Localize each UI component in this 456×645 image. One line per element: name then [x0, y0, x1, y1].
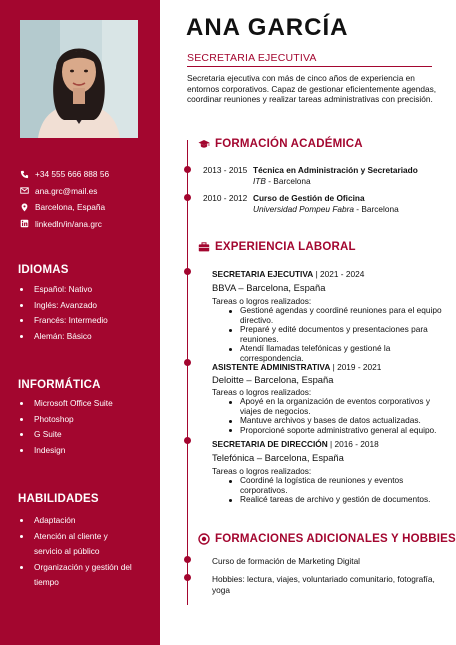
timeline-line: [187, 140, 188, 605]
education-years: 2013 - 2015: [203, 165, 248, 175]
contact-location: [18, 199, 158, 215]
contact-linkedin-text[interactable]: linkedln/in/ana.grc: [35, 218, 102, 229]
list-item: Adaptación: [18, 513, 136, 529]
list-item: Coordiné la logística de reuniones y eventos corporativos.: [239, 476, 452, 495]
job-role: SECRETARIA EJECUTIVA: [187, 52, 317, 64]
sidebar: [0, 0, 160, 645]
list-item: Realicé tareas de archivo y gestión de documentos.: [239, 495, 452, 505]
job-title: SECRETARIA EJECUTIVA: [212, 269, 314, 279]
job-company: Deloitte – Barcelona, España: [212, 374, 334, 385]
list-item: Francés: Intermedio: [18, 313, 158, 329]
job-company: BBVA – Barcelona, España: [212, 282, 326, 293]
list-item: Indesign: [18, 443, 158, 459]
education-city: - Barcelona: [265, 175, 311, 186]
tasks-list: [212, 306, 452, 364]
tasks-list: [212, 476, 452, 505]
job-entry: [212, 439, 452, 505]
list-item: Organización y gestión del tiempo: [18, 560, 136, 591]
additional-heading-text: FORMACIONES ADICIONALES Y HOBBIES: [215, 533, 456, 545]
list-item: Inglés: Avanzado: [18, 298, 158, 314]
list-item: Microsoft Office Suite: [18, 396, 158, 412]
page-title: ANA GARCÍA: [186, 14, 349, 41]
tasks-label: Tareas o logros realizados:: [212, 387, 312, 397]
timeline-dot: [184, 194, 191, 201]
timeline-dot: [184, 437, 191, 444]
skills-heading: HABILIDADES: [18, 493, 99, 505]
timeline-dot: [184, 166, 191, 173]
target-icon: [198, 533, 210, 545]
contact-phone: [18, 166, 158, 182]
job-title: SECRETARIA DE DIRECCIÓN: [212, 439, 328, 449]
experience-heading: [198, 241, 356, 253]
languages-heading: IDIOMAS: [18, 264, 69, 276]
timeline-dot: [184, 574, 191, 581]
job-title: ASISTENTE ADMINISTRATIVA: [212, 362, 331, 372]
profile-photo-illustration: [20, 20, 138, 138]
list-item: Proporcioné soporte administrativo general al equipo.: [239, 426, 452, 436]
profile-photo: [20, 20, 138, 138]
job-years: | 2016 - 2018: [327, 439, 379, 449]
list-item: Mantuve archivos y bases de datos actualizadas.: [239, 416, 452, 426]
contact-email: [18, 183, 158, 199]
tasks-label: Tareas o logros realizados:: [212, 296, 312, 306]
list-item: Atención al cliente y servicio al público: [18, 529, 136, 560]
skills-list: [18, 513, 136, 591]
email-icon: [18, 186, 30, 196]
contact-info: [18, 166, 158, 232]
phone-icon: [18, 169, 30, 179]
tasks-list: [212, 397, 452, 435]
job-entry: [212, 362, 452, 435]
list-item: Gestioné agendas y coordiné reuniones para el equipo directivo.: [239, 306, 452, 325]
list-item: Preparé y edité documentos y presentaciones para reuniones.: [239, 325, 452, 344]
computing-list: [18, 396, 158, 458]
additional-heading: [198, 533, 456, 545]
job-entry: [212, 269, 452, 364]
tasks-label: Tareas o logros realizados:: [212, 466, 312, 476]
list-item: G Suite: [18, 427, 158, 443]
graduation-cap-icon: [198, 138, 210, 150]
linkedin-icon: [18, 219, 30, 229]
contact-linkedin[interactable]: [18, 216, 158, 232]
education-institution: ITB: [253, 175, 266, 186]
contact-location-text: Barcelona, España: [35, 202, 106, 212]
briefcase-icon: [198, 241, 210, 253]
timeline-dot: [184, 359, 191, 366]
education-institution: Universidad Pompeu Fabra: [253, 203, 354, 214]
timeline-dot: [184, 556, 191, 563]
role-divider: [187, 66, 432, 67]
list-item: Español: Nativo: [18, 282, 158, 298]
education-heading-text: FORMACIÓN ACADÉMICA: [215, 138, 363, 150]
education-city: - Barcelona: [354, 203, 399, 214]
list-item: Apoyé en la organización de eventos corporativos y viajes de negocios.: [239, 397, 452, 416]
list-item: Photoshop: [18, 412, 158, 428]
location-pin-icon: [18, 202, 30, 212]
education-title: Técnica en Administración y Secretariado: [253, 165, 418, 175]
education-heading: [198, 138, 363, 150]
list-item: Alemán: Básico: [18, 329, 158, 345]
main-content: [160, 0, 456, 645]
contact-email-text: ana.grc@mail.es: [35, 185, 98, 196]
education-title: Curso de Gestión de Oficina: [253, 193, 365, 203]
languages-list: [18, 282, 158, 344]
contact-phone-text: +34 555 666 888 56: [35, 169, 110, 179]
education-years: 2010 - 2012: [203, 193, 248, 203]
profile-summary: Secretaria ejecutiva con más de cinco años de experiencia en entornos corporativos. Capaz de gestionar eficientemente agendas, coordinar reuniones y realizar tareas administrativas con precisión.: [187, 73, 437, 105]
job-company: Telefónica – Barcelona, España: [212, 452, 344, 463]
job-years: | 2021 - 2024: [313, 269, 365, 279]
timeline-dot: [184, 268, 191, 275]
additional-hobbies: Hobbies: lectura, viajes, voluntariado comunitario, fotografía, yoga: [212, 574, 435, 595]
job-years: | 2019 - 2021: [330, 362, 382, 372]
computing-heading: INFORMÁTICA: [18, 379, 101, 391]
additional-course: Curso de formación de Marketing Digital: [212, 556, 361, 566]
experience-heading-text: EXPERIENCIA LABORAL: [215, 241, 356, 253]
list-item: Atendí llamadas telefónicas y gestioné la correspondencia.: [239, 344, 452, 363]
